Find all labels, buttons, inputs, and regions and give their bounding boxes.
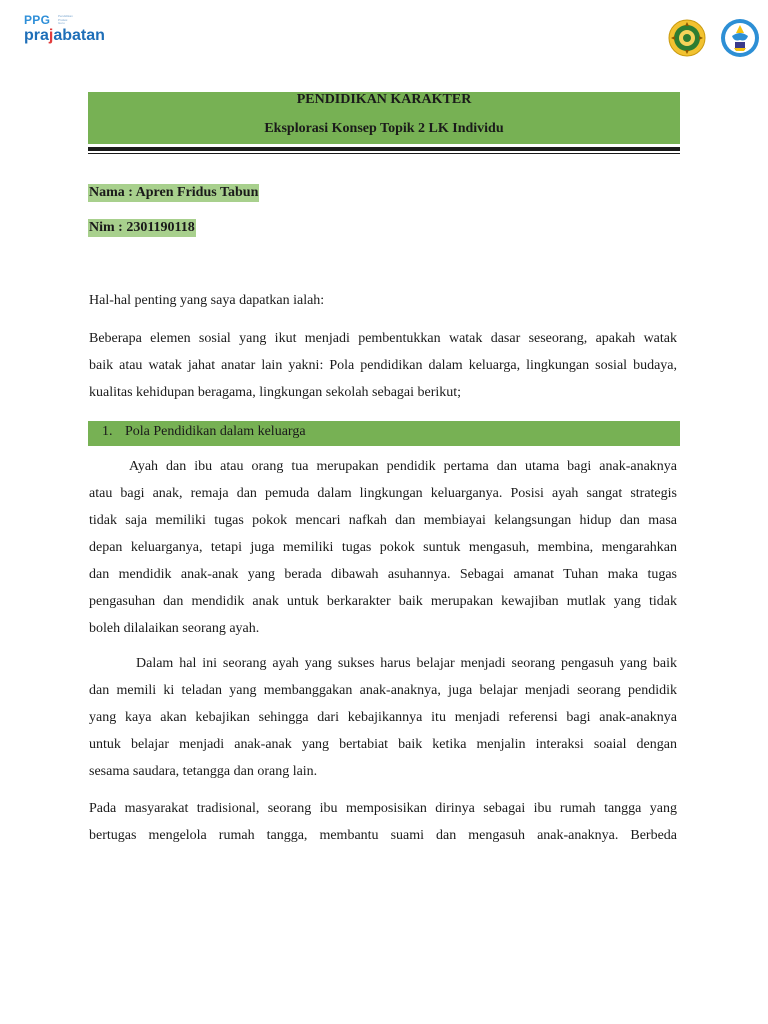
document-subtitle: Eksplorasi Konsep Topik 2 LK Individu	[264, 121, 504, 136]
logo-ppg-text: PPG	[24, 13, 51, 27]
section-heading-1	[88, 421, 680, 446]
intro-text: Hal-hal penting yang saya dapatkan ialah:	[89, 293, 325, 308]
student-nim: Nim : 2301190118	[89, 220, 195, 235]
document-title: PENDIDIKAN KARAKTER	[296, 92, 472, 107]
logo-prajabatan-text: prajabatan	[24, 27, 105, 44]
paragraph-3: Dalam hal ini seorang ayah yang sukses harus belajar menjadi seorang pengasuh yang baik dan memili ki teladan yang membanggakan anak-anaknya, juga belajar menjadi seorang pendidik yang kaya akan kebajikan sehingga dari kebajikannya itu menjadi referensi bagi anak-anaknya untuk belajar menjadi anak-anak yang bertabiat baik ketika menjalin interaksi soaial dengan sesama saudara, tetangga dan orang lain.	[89, 656, 677, 779]
ppg-prajabatan-logo	[24, 14, 124, 48]
paragraph-4: Pada masyarakat tradisional, seorang ibu memposisikan dirinya sebagai ibu rumah tangga yang bertugas mengelola rumah tangga, membantu suami dan mengasuh anak-anaknya. Berbeda	[89, 801, 677, 843]
title-rule-thin	[88, 153, 680, 154]
paragraph-1: Beberapa elemen sosial yang ikut menjadi pembentukkan watak dasar seseorang, apakah watak baik atau watak jahat anatar lain yakni: Pola pendidikan dalam keluarga, lingkungan sosial budaya, kualitas kehidupan beragama, lingkungan sekolah sebagai berikut;	[89, 331, 677, 400]
student-name: Nama : Apren Fridus Tabun	[89, 185, 259, 200]
section-label: Pola Pendidikan dalam keluarga	[125, 424, 306, 439]
university-seal-icon	[668, 19, 706, 57]
section-number: 1.	[102, 424, 113, 439]
logo-tagline: Pendidikan Profesi Guru	[58, 14, 73, 25]
title-rule-thick	[88, 147, 680, 151]
tut-wuri-handayani-icon	[720, 18, 760, 58]
paragraph-2: Ayah dan ibu atau orang tua merupakan pendidik pertama dan utama bagi anak-anaknya atau bagi anak, remaja dan pemuda dalam lingkungan keluarganya. Posisi ayah sangat strategis tidak saja memiliki tugas pokok mencari nafkah dan membiayai kelangsungan hidup dan masa depan keluarganya, tetapi juga memiliki tugas pokok suntuk mengasuh, membina, mengarahkan dan mendidik anak-anak yang berada dibawah asuhannya. Sebagai amanat Tuhan maka tugas pengasuhan dan mendidik anak untuk berkarakter baik merupakan kewajiban mutlak yang tidak boleh dilalaikan seorang ayah.	[89, 459, 677, 636]
